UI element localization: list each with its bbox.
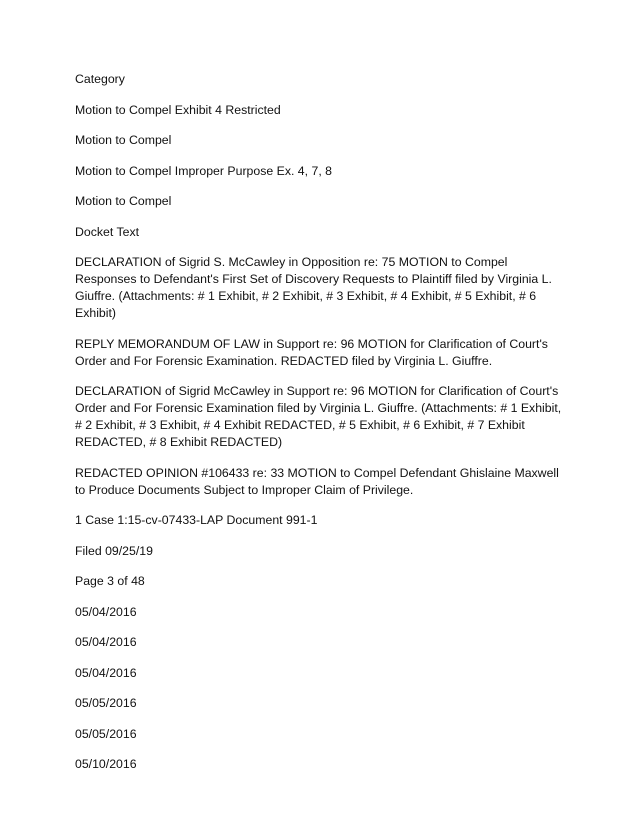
page-number: Page 3 of 48 <box>75 574 145 588</box>
filed-date: Filed 09/25/19 <box>75 543 153 558</box>
date-entry: 05/05/2016 <box>75 696 137 710</box>
document-page <box>75 71 565 787</box>
category-entry: Motion to Compel <box>75 194 172 208</box>
category-entry: Motion to Compel Exhibit 4 Restricted <box>75 102 281 117</box>
date-entry: 05/05/2016 <box>75 726 137 741</box>
date-entry: 05/04/2016 <box>75 635 137 649</box>
docket-text-label: Docket Text <box>75 224 140 239</box>
category-label: Category <box>75 72 125 86</box>
docket-entry: DECLARATION of Sigrid McCawley in Support re: 96 MOTION for Clarification of Court's Order and For Forensic Examination filed by Virginia L. Giuffre. (Attachments: # 1 Exhibit, # 2 Exhibit, # 3 Exhibit, # 4 Exhibit REDACTED, # 5 Exhibit, # 6 Exhibit, # 7 Exhibit REDACTED, # 8 Exhibit REDACTED) <box>75 384 562 449</box>
date-entry: 05/04/2016 <box>75 604 137 619</box>
category-entry: Motion to Compel Improper Purpose Ex. 4, 7, 8 <box>75 163 332 178</box>
docket-entry: REPLY MEMORANDUM OF LAW in Support re: 96 MOTION for Clarification of Court's Order and For Forensic Examination. REDACTED filed by Virginia L. Giuffre. <box>75 336 548 368</box>
case-header: 1 Case 1:15-cv-07433-LAP Document 991-1 <box>75 513 318 527</box>
category-entry: Motion to Compel <box>75 133 172 147</box>
date-entry: 05/04/2016 <box>75 665 137 680</box>
date-entry: 05/10/2016 <box>75 757 137 771</box>
docket-entry: REDACTED OPINION #106433 re: 33 MOTION to Compel Defendant Ghislaine Maxwell to Produce Documents Subject to Improper Claim of Privilege. <box>75 465 559 497</box>
docket-entry: DECLARATION of Sigrid S. McCawley in Opposition re: 75 MOTION to Compel Responses to Defendant's First Set of Discovery Requests to Plaintiff filed by Virginia L. Giuffre. (Attachments: # 1 Exhibit, # 2 Exhibit, # 3 Exhibit, # 4 Exhibit, # 5 Exhibit, # 6 Exhibit) <box>75 255 552 320</box>
